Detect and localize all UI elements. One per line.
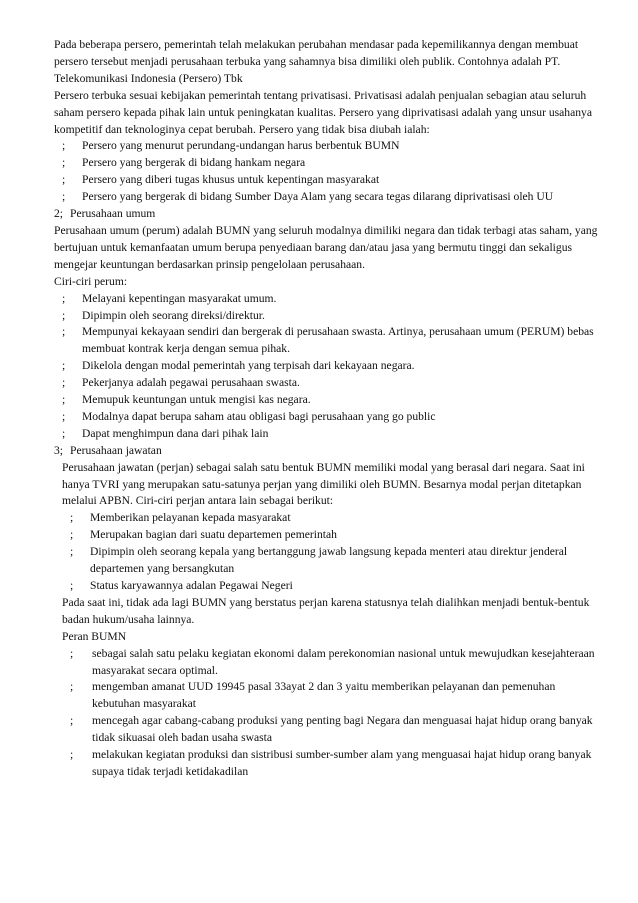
bullet-marker: ; bbox=[62, 173, 66, 187]
list-item: ; Memberikan pelayanan kepada masyarakat bbox=[62, 510, 602, 527]
intro-paragraph-1: Pada beberapa persero, pemerintah telah melakukan perubahan mendasar pada kepemilikannya dengan membuat persero tersebut menjadi perusahaan terbuka yang sahamnya bisa dimiliki oleh publik. Contohnya adalah PT. Telekomunikasi Indonesia (Persero) Tbk bbox=[54, 38, 579, 85]
list-item: ; Persero yang menurut perundang-undangan harus berbentuk BUMN bbox=[54, 138, 602, 155]
list-item: ; Memupuk keuntungan untuk mengisi kas negara. bbox=[54, 392, 602, 409]
bullet-marker: ; bbox=[70, 579, 74, 592]
list-item: ; Mempunyai kekayaan sendiri dan bergerak di perusahaan swasta. Artinya, perusahaan umum (PERUM) bebas membuat kontrak kerja dengan semua pihak. bbox=[54, 324, 602, 358]
perjan-traits-list bbox=[62, 510, 602, 595]
list-item: ; Modalnya dapat berupa saham atau obligasi bagi perusahaan yang go public bbox=[54, 409, 602, 426]
list-item: ; Dipimpin oleh seorang kepala yang bertanggung jawab langsung kepada menteri atau direktur jenderal departemen yang bersangkutan bbox=[62, 544, 602, 578]
document-body bbox=[54, 37, 602, 781]
list-item: ; Dipimpin oleh seorang direksi/direktur. bbox=[54, 308, 602, 325]
list-item: ; Melayani kepentingan masyarakat umum. bbox=[54, 291, 602, 308]
perum-traits-label: Ciri-ciri perum: bbox=[54, 274, 128, 288]
perjan-status-paragraph: Pada saat ini, tidak ada lagi BUMN yang berstatus perjan karena statusnya telah dialihkan menjadi bentuk-bentuk badan hukum/usaha lainnya. bbox=[62, 595, 590, 626]
perum-traits-list bbox=[54, 291, 602, 443]
persero-exception-list bbox=[54, 138, 602, 206]
section-heading-perusahaan-jawatan: 3; Perusahaan jawatan bbox=[54, 443, 162, 457]
bullet-marker: ; bbox=[62, 393, 66, 407]
bullet-marker: ; bbox=[62, 139, 66, 153]
section-heading-perusahaan-umum: 2; Perusahaan umum bbox=[54, 207, 156, 221]
bullet-marker: ; bbox=[62, 325, 66, 339]
bullet-marker: ; bbox=[70, 748, 74, 762]
bullet-marker: ; bbox=[62, 291, 66, 305]
bullet-marker: ; bbox=[70, 646, 74, 660]
peran-bumn-label: Peran BUMN bbox=[62, 629, 127, 643]
perjan-section-body bbox=[54, 460, 602, 781]
list-item: ; Persero yang bergerak di bidang Sumber Daya Alam yang secara tegas dilarang diprivatisasi oleh UU bbox=[54, 189, 602, 206]
list-item: ; Persero yang diberi tugas khusus untuk kepentingan masyarakat bbox=[54, 172, 602, 189]
perjan-paragraph: Perusahaan jawatan (perjan) sebagai salah satu bentuk BUMN memiliki modal yang berasal dari negara. Saat ini hanya TVRI yang merupakan satu-satunya perjan yang dimiliki oleh BUMN. Besarnya modal perjan ditetapkan melalui APBN. Ciri-ciri perjan antara lain sebagai berikut: bbox=[62, 460, 585, 508]
bullet-marker: ; bbox=[70, 714, 74, 728]
bullet-marker: ; bbox=[62, 156, 66, 170]
bullet-marker: ; bbox=[62, 409, 66, 423]
list-item: ; sebagai salah satu pelaku kegiatan ekonomi dalam perekonomian nasional untuk mewujudkan kesejahteraan masyarakat secara optimal. bbox=[62, 646, 602, 680]
list-item: ; Dapat menghimpun dana dari pihak lain bbox=[54, 426, 602, 443]
list-item: ; Dikelola dengan modal pemerintah yang terpisah dari kekayaan negara. bbox=[54, 358, 602, 375]
bullet-marker: ; bbox=[70, 680, 74, 694]
bullet-marker: ; bbox=[62, 308, 66, 322]
bullet-marker: ; bbox=[62, 426, 66, 440]
bullet-marker: ; bbox=[70, 528, 74, 542]
list-item: ; mencegah agar cabang-cabang produksi yang penting bagi Negara dan menguasai hajat hidup orang banyak tidak sikuasai oleh badan usaha swasta bbox=[62, 713, 602, 747]
list-item: ; mengemban amanat UUD 19945 pasal 33ayat 2 dan 3 yaitu memberikan pelayanan dan pemenuhan kebutuhan masyarakat bbox=[62, 679, 602, 713]
perum-paragraph: Perusahaan umum (perum) adalah BUMN yang seluruh modalnya dimiliki negara dan tidak terbagi atas saham, yang bertujuan untuk kemanfaatan umum berupa penyediaan barang dan/atau jasa yang bermutu tinggi dan sekaligus mengejar keuntungan berdasarkan prinsip pengelolaan perusahaan. bbox=[54, 223, 598, 271]
bullet-marker: ; bbox=[70, 511, 74, 525]
bullet-marker: ; bbox=[62, 190, 66, 204]
list-item: ; Pekerjanya adalah pegawai perusahaan swasta. bbox=[54, 375, 602, 392]
list-item: ; melakukan kegiatan produksi dan sistribusi sumber-sumber alam yang menguasai hajat hidup orang banyak supaya tidak terjadi ketidakadilan bbox=[62, 747, 602, 781]
intro-paragraph-2: Persero terbuka sesuai kebijakan pemerintah tentang privatisasi. Privatisasi adalah penjualan sebagian atau seluruh saham persero kepada pihak lain untuk peningkatan kualitas. Persero yang diprivatisasi adalah yang unsur usahanya kompetitif dan teknologinya cepat berubah. Persero yang tidak bisa diubah ialah: bbox=[54, 88, 592, 136]
bullet-marker: ; bbox=[70, 545, 74, 559]
list-item: ; Merupakan bagian dari suatu departemen pemerintah bbox=[62, 527, 602, 544]
list-item: ; Persero yang bergerak di bidang hankam negara bbox=[54, 155, 602, 172]
bullet-marker: ; bbox=[62, 376, 66, 390]
list-item: ; Status karyawannya adalan Pegawai Negeri bbox=[62, 578, 602, 595]
peran-bumn-list bbox=[62, 646, 602, 781]
bullet-marker: ; bbox=[62, 359, 66, 373]
